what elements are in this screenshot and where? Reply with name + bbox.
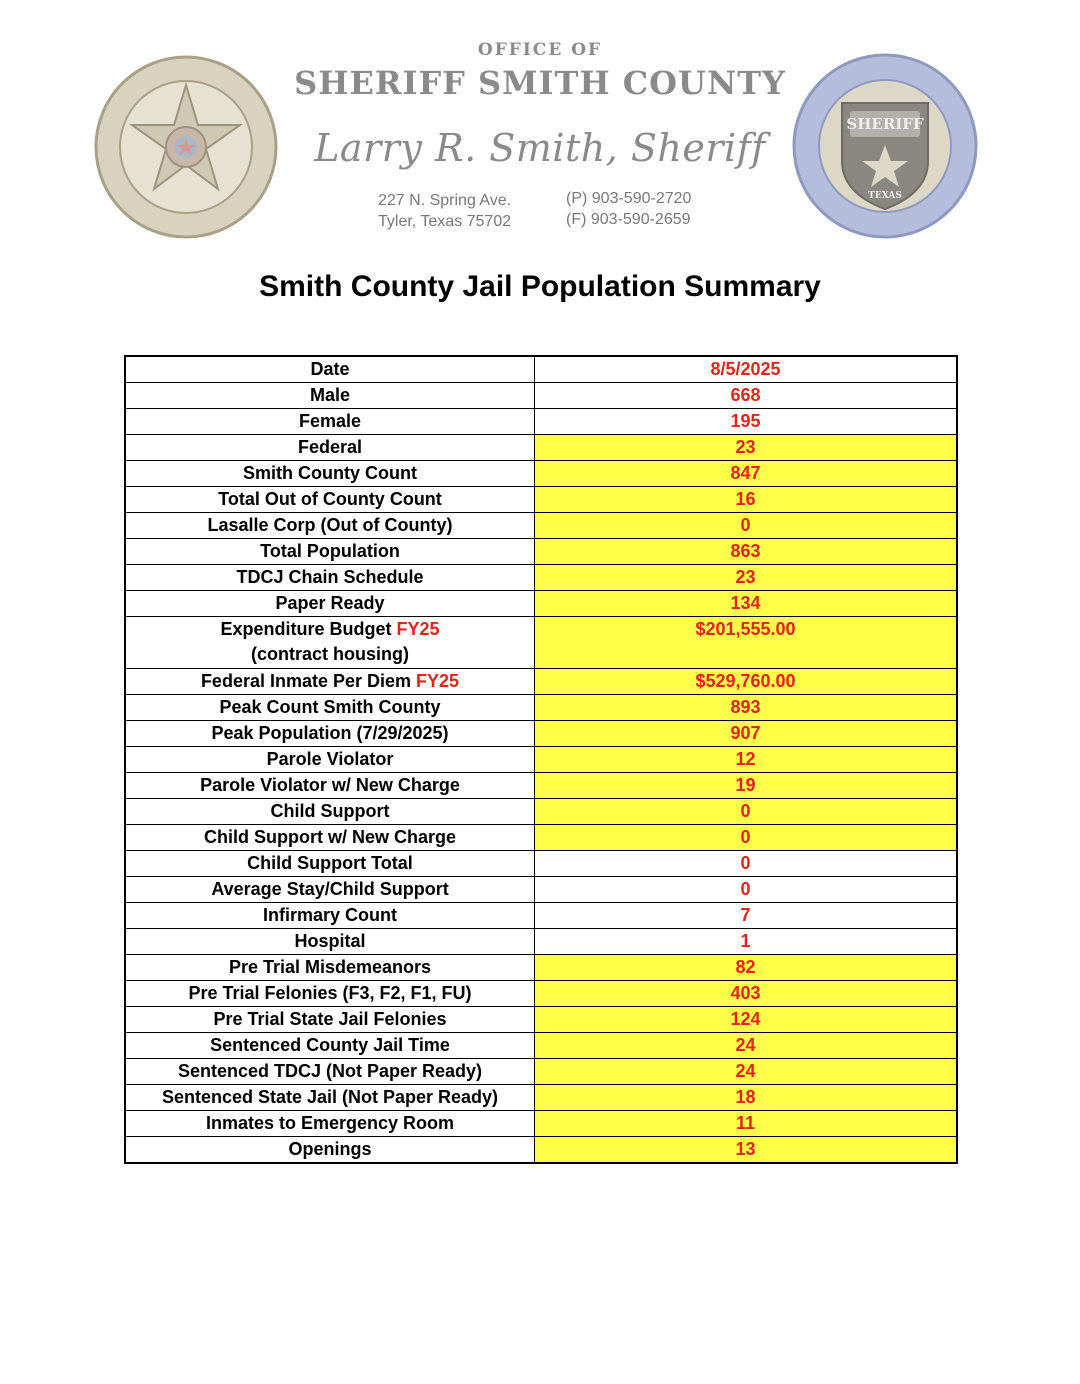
row-label-text: Federal Inmate Per Diem — [200, 671, 417, 691]
row-label-text: Federal — [297, 437, 363, 457]
row-value: 13 — [535, 1137, 958, 1164]
table-row — [125, 383, 957, 409]
fiscal-year-tag: FY25 — [396, 619, 440, 639]
row-label — [125, 539, 535, 565]
row-label — [125, 565, 535, 591]
row-label — [125, 695, 535, 721]
table-row — [125, 825, 957, 851]
row-label — [125, 356, 535, 383]
row-value: 195 — [535, 409, 958, 435]
table-row — [125, 1059, 957, 1085]
row-label — [125, 669, 535, 695]
row-value: 0 — [535, 513, 958, 539]
row-value: 23 — [535, 435, 958, 461]
office-of-label: OFFICE OF — [477, 40, 603, 60]
row-value: 134 — [535, 591, 958, 617]
table-row — [125, 356, 957, 383]
table-row — [125, 435, 957, 461]
fax-number: (F) 903-590-2659 — [566, 211, 691, 228]
row-label-text: Parole Violator w/ New Charge — [200, 775, 460, 795]
row-value: 668 — [535, 383, 958, 409]
row-label-text: Pre Trial State Jail Felonies — [213, 1009, 447, 1029]
row-value: 403 — [535, 981, 958, 1007]
row-label — [125, 1033, 535, 1059]
row-label-text: Pre Trial Misdemeanors — [228, 957, 432, 977]
row-label — [125, 929, 535, 955]
row-label-text: Total Out of County Count — [218, 489, 442, 509]
row-value: 124 — [535, 1007, 958, 1033]
row-label — [125, 747, 535, 773]
table-row — [125, 617, 957, 669]
row-value: $201,555.00 — [535, 617, 958, 669]
row-value: 7 — [535, 903, 958, 929]
table-row — [125, 1085, 957, 1111]
row-label-text: Openings — [288, 1139, 372, 1159]
row-label-text: Sentenced TDCJ (Not Paper Ready) — [177, 1061, 483, 1081]
row-label-text: Hospital — [294, 931, 366, 951]
table-row — [125, 1033, 957, 1059]
row-value: 0 — [535, 851, 958, 877]
row-label-text: Smith County Count — [243, 463, 417, 483]
row-value: 82 — [535, 955, 958, 981]
row-label — [125, 851, 535, 877]
row-label-text: Sentenced State Jail (Not Paper Ready) — [161, 1087, 499, 1107]
row-value: 893 — [535, 695, 958, 721]
row-label-text: Inmates to Emergency Room — [205, 1113, 455, 1133]
row-value: $529,760.00 — [535, 669, 958, 695]
row-label — [125, 1059, 535, 1085]
row-value: 1 — [535, 929, 958, 955]
sheriff-signature: Larry R. Smith, Sheriff — [314, 126, 766, 170]
table-row — [125, 747, 957, 773]
svg-text:TEXAS: TEXAS — [868, 191, 902, 201]
table-row — [125, 669, 957, 695]
table-row — [125, 773, 957, 799]
row-label — [125, 435, 535, 461]
row-label-text: Sentenced County Jail Time — [210, 1035, 450, 1055]
row-label — [125, 799, 535, 825]
row-label-text: Peak Population (7/29/2025) — [211, 723, 449, 743]
address-line-2: Tyler, Texas 75702 — [378, 213, 512, 230]
table-row — [125, 929, 957, 955]
row-value: 24 — [535, 1059, 958, 1085]
mailing-address — [378, 190, 511, 232]
row-label — [125, 1111, 535, 1137]
row-label — [125, 955, 535, 981]
table-row — [125, 1007, 957, 1033]
row-label-text: Date — [310, 359, 350, 379]
row-label — [125, 825, 535, 851]
row-label — [125, 383, 535, 409]
row-label-text: Male — [309, 385, 351, 405]
row-label-text: Pre Trial Felonies (F3, F2, F1, FU) — [188, 983, 472, 1003]
row-label-text: Paper Ready — [275, 593, 385, 613]
document-title: Smith County Jail Population Summary — [259, 270, 821, 303]
row-value: 16 — [535, 487, 958, 513]
row-value: 24 — [535, 1033, 958, 1059]
row-value: 0 — [535, 877, 958, 903]
row-label-text: Infirmary Count — [262, 905, 397, 925]
row-label — [125, 721, 535, 747]
row-value: 907 — [535, 721, 958, 747]
row-label — [125, 513, 535, 539]
row-label-text: Child Support — [270, 801, 390, 821]
row-label — [125, 877, 535, 903]
phone-number: (P) 903-590-2720 — [566, 190, 692, 207]
row-value: 23 — [535, 565, 958, 591]
row-label — [125, 1085, 535, 1111]
row-label — [125, 1137, 535, 1164]
row-label-text: Average Stay/Child Support — [211, 879, 449, 899]
table-row — [125, 1137, 957, 1164]
table-row — [125, 565, 957, 591]
table-row — [125, 1111, 957, 1137]
row-label-text: Parole Violator — [266, 749, 394, 769]
row-label-subtext: (contract housing) — [251, 644, 409, 664]
row-value: 19 — [535, 773, 958, 799]
row-value: 18 — [535, 1085, 958, 1111]
row-label — [125, 1007, 535, 1033]
row-label-text: Female — [298, 411, 362, 431]
svg-text:SHERIFF: SHERIFF — [846, 115, 924, 133]
row-value: 0 — [535, 825, 958, 851]
table-row — [125, 903, 957, 929]
table-row — [125, 851, 957, 877]
table-row — [125, 799, 957, 825]
fiscal-year-tag: FY25 — [416, 671, 460, 691]
row-value: 8/5/2025 — [535, 356, 958, 383]
table-row — [125, 877, 957, 903]
table-row — [125, 461, 957, 487]
row-label-text: TDCJ Chain Schedule — [236, 567, 424, 587]
contact-numbers — [566, 188, 691, 230]
row-label-text: Peak Count Smith County — [219, 697, 441, 717]
row-value: 847 — [535, 461, 958, 487]
row-label — [125, 617, 535, 669]
agency-name: SHERIFF SMITH COUNTY — [294, 64, 786, 102]
row-label-text: Child Support Total — [247, 853, 413, 873]
row-label-text: Child Support w/ New Charge — [203, 827, 456, 847]
table-row — [125, 721, 957, 747]
row-value: 0 — [535, 799, 958, 825]
table-row — [125, 981, 957, 1007]
address-line-1: 227 N. Spring Ave. — [378, 192, 512, 209]
row-label — [125, 461, 535, 487]
row-value: 11 — [535, 1111, 958, 1137]
row-value: 863 — [535, 539, 958, 565]
row-value: 12 — [535, 747, 958, 773]
table-row — [125, 513, 957, 539]
table-row — [125, 955, 957, 981]
table-row — [125, 409, 957, 435]
jail-population-table — [124, 355, 958, 1164]
row-label-text: Expenditure Budget — [220, 619, 397, 639]
row-label — [125, 487, 535, 513]
table-row — [125, 487, 957, 513]
table-row — [125, 695, 957, 721]
row-label — [125, 773, 535, 799]
row-label — [125, 591, 535, 617]
row-label-text: Lasalle Corp (Out of County) — [207, 515, 453, 535]
table-row — [125, 539, 957, 565]
row-label — [125, 903, 535, 929]
row-label-text: Total Population — [260, 541, 400, 561]
table-row — [125, 591, 957, 617]
row-label — [125, 981, 535, 1007]
row-label — [125, 409, 535, 435]
